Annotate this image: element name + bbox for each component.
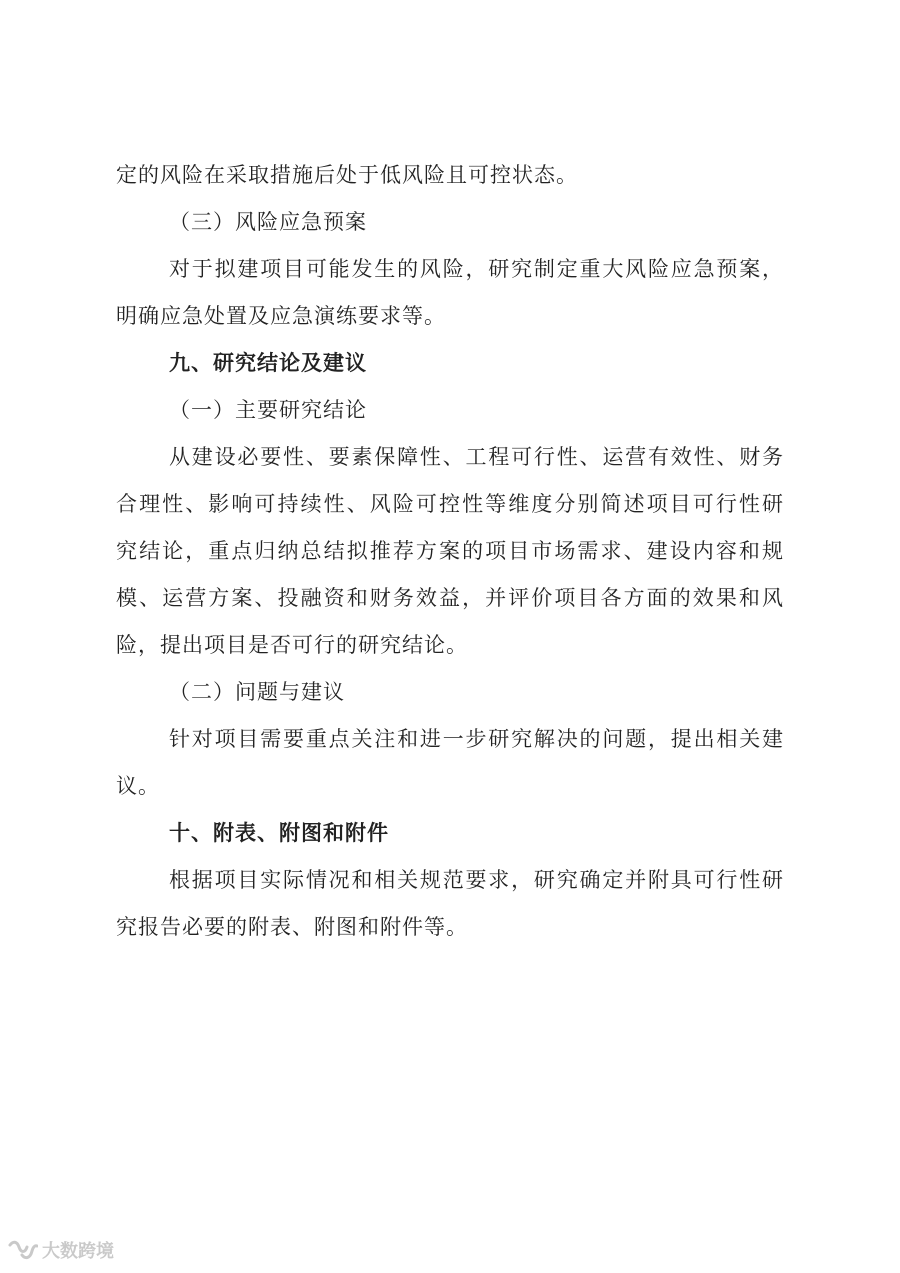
watermark [8, 1237, 114, 1263]
paragraph-line: 针对项目需要重点关注和进一步研究解决的问题，提出相关建 [169, 727, 784, 751]
section-heading-attachments: 十、附表、附图和附件 [169, 821, 389, 845]
paragraph-line: 从建设必要性、要素保障性、工程可行性、运营有效性、财务 [169, 445, 784, 469]
subheading-issues-suggestions: （二）问题与建议 [169, 680, 345, 704]
wechat-channel-logo-icon [8, 1239, 38, 1261]
paragraph-line: 定的风险在采取措施后处于低风险且可控状态。 [116, 163, 578, 187]
paragraph-line: 究报告必要的附表、附图和附件等。 [116, 915, 468, 939]
subheading-risk-emergency-plan: （三）风险应急预案 [169, 210, 367, 234]
subheading-main-conclusions: （一）主要研究结论 [169, 398, 367, 422]
paragraph-line: 险，提出项目是否可行的研究结论。 [116, 633, 468, 657]
paragraph-line: 模、运营方案、投融资和财务效益，并评价项目各方面的效果和风 [116, 586, 784, 610]
paragraph-line: 议。 [116, 774, 160, 798]
paragraph-line: 合理性、影响可持续性、风险可控性等维度分别简述项目可行性研 [116, 492, 784, 516]
paragraph-line: 对于拟建项目可能发生的风险，研究制定重大风险应急预案， [169, 257, 784, 281]
paragraph-line: 明确应急处置及应急演练要求等。 [116, 304, 446, 328]
watermark-text: 大数跨境 [42, 1241, 114, 1262]
paragraph-line: 根据项目实际情况和相关规范要求，研究确定并附具可行性研 [169, 868, 784, 892]
document-page [116, 152, 784, 951]
paragraph-line: 究结论，重点归纳总结拟推荐方案的项目市场需求、建设内容和规 [116, 539, 784, 563]
section-heading-conclusions: 九、研究结论及建议 [169, 351, 367, 375]
